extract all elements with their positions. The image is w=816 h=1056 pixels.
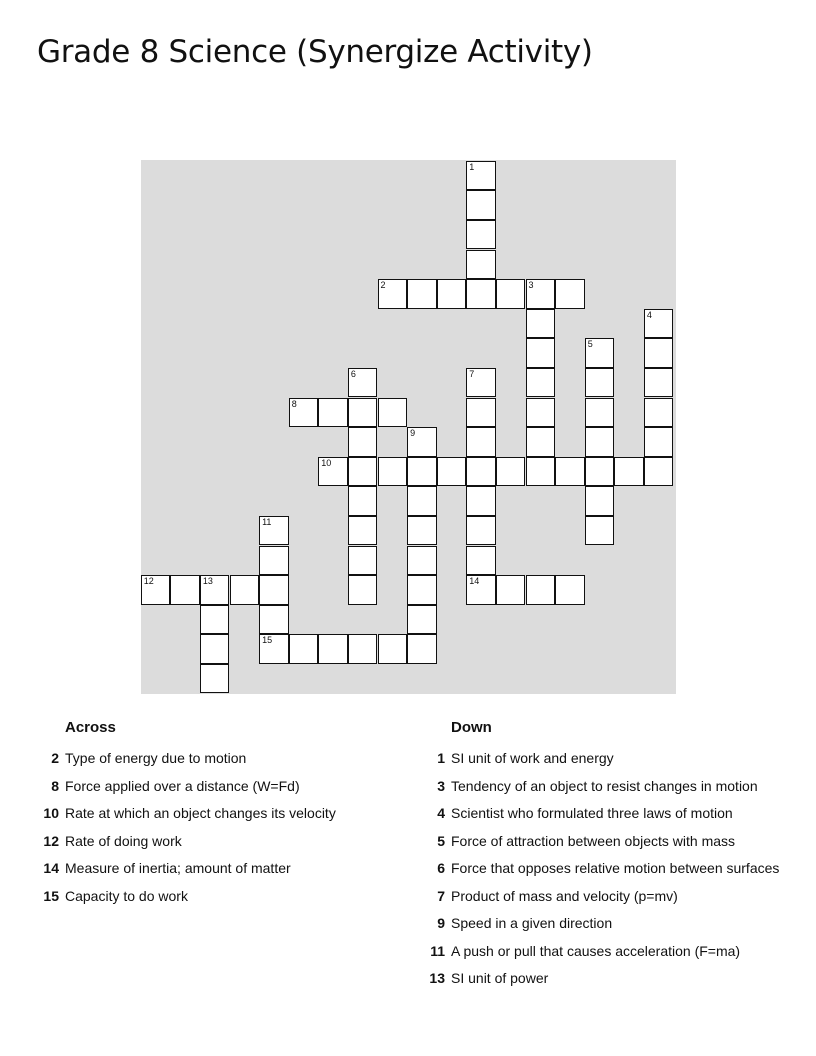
clue-across-10 bbox=[40, 804, 400, 822]
clue-text: Measure of inertia; amount of matter bbox=[65, 860, 291, 876]
clue-across-12 bbox=[40, 832, 400, 850]
clue-text: SI unit of work and energy bbox=[451, 750, 614, 766]
cell-number: 1 bbox=[469, 161, 475, 172]
clue-number: 13 bbox=[429, 970, 445, 986]
across-heading: Across bbox=[65, 719, 116, 736]
clue-number: 11 bbox=[430, 942, 445, 959]
clue-number: 8 bbox=[51, 777, 59, 794]
cell-number: 3 bbox=[528, 280, 534, 291]
clue-across-8 bbox=[40, 777, 400, 795]
clue-down-1 bbox=[426, 749, 786, 767]
cell-number: 2 bbox=[380, 280, 386, 291]
clue-down-7 bbox=[426, 887, 786, 905]
clue-number: 10 bbox=[43, 805, 59, 821]
across-clues bbox=[40, 718, 400, 914]
cell-number: 15 bbox=[262, 635, 273, 646]
clue-across-14 bbox=[40, 859, 400, 877]
clue-number: 14 bbox=[43, 860, 59, 876]
clue-number: 6 bbox=[437, 860, 445, 876]
clue-across-2 bbox=[40, 749, 400, 767]
clue-text: Force of attraction between objects with mass bbox=[451, 832, 736, 849]
clue-text: A push or pull that causes acceleration (F=ma) bbox=[451, 942, 741, 959]
clue-text: Rate of doing work bbox=[65, 832, 182, 849]
clue-text: Force that opposes relative motion between surfaces bbox=[451, 860, 780, 876]
clue-down-9 bbox=[426, 914, 786, 932]
cell-number: 6 bbox=[350, 368, 356, 379]
clue-text: Type of energy due to motion bbox=[65, 750, 247, 766]
clue-down-3 bbox=[426, 777, 786, 795]
cell-number: 5 bbox=[587, 339, 593, 350]
cell-number: 11 bbox=[262, 516, 272, 527]
clue-down-13 bbox=[426, 969, 786, 987]
clue-number: 2 bbox=[51, 750, 59, 766]
cell-number: 8 bbox=[291, 398, 297, 409]
down-heading: Down bbox=[451, 719, 492, 736]
clue-number: 15 bbox=[43, 887, 59, 904]
clue-down-6 bbox=[426, 859, 786, 877]
clue-number: 3 bbox=[437, 777, 445, 794]
clue-number: 12 bbox=[43, 832, 59, 849]
clue-number: 4 bbox=[437, 805, 445, 821]
page-title: Grade 8 Science (Synergize Activity) bbox=[37, 34, 593, 70]
down-clues bbox=[426, 718, 786, 997]
clue-text: Rate at which an object changes its velocity bbox=[65, 805, 336, 821]
cell-number: 10 bbox=[321, 457, 332, 468]
clue-text: Scientist who formulated three laws of motion bbox=[451, 805, 733, 821]
clue-number: 9 bbox=[437, 915, 445, 931]
clue-down-4 bbox=[426, 804, 786, 822]
clue-down-11 bbox=[426, 942, 786, 960]
clue-number: 1 bbox=[437, 750, 445, 766]
cell-number: 12 bbox=[143, 576, 154, 587]
crossword-background bbox=[141, 160, 676, 694]
cell-number: 14 bbox=[469, 576, 480, 587]
cell-number: 4 bbox=[646, 309, 652, 320]
clue-text: Speed in a given direction bbox=[451, 915, 613, 931]
clue-text: Product of mass and velocity (p=mv) bbox=[451, 887, 678, 904]
cell-number: 7 bbox=[469, 368, 475, 379]
clue-text: Tendency of an object to resist changes in motion bbox=[451, 777, 758, 794]
clue-number: 5 bbox=[437, 832, 445, 849]
clue-text: Capacity to do work bbox=[65, 887, 188, 904]
clue-across-15 bbox=[40, 887, 400, 905]
cell-number: 9 bbox=[410, 428, 416, 439]
clue-text: Force applied over a distance (W=Fd) bbox=[65, 777, 300, 794]
clue-number: 7 bbox=[437, 887, 445, 904]
clue-down-5 bbox=[426, 832, 786, 850]
cell-number: 13 bbox=[202, 576, 213, 587]
clue-text: SI unit of power bbox=[451, 970, 549, 986]
